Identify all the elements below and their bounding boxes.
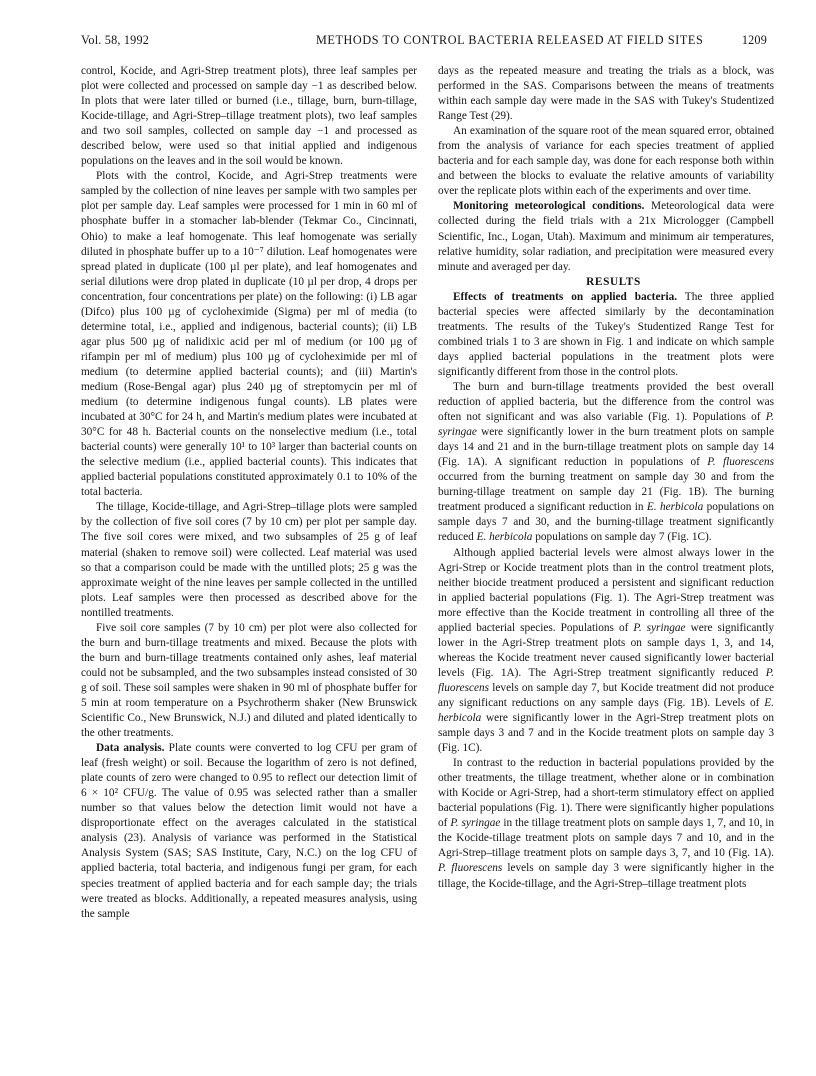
paragraph-continued: control, Kocide, and Agri-Strep treatment plots), three leaf samples per plot were collected and processed on sample day −1 as described below. In plots that were later tilled or burned (i.e., tillage, burn, burn-tillage, Kocide-tillage, and Agri-Strep–tillage treatment plots), two leaf samples and two soil samples, collected on sample day −1 and processed as described below, were used so that initial applied and indigenous populations on the leaves and in the soil would be known.: [81, 65, 417, 168]
running-title: METHODS TO CONTROL BACTERIA RELEASED AT FIELD SITES: [316, 33, 704, 47]
left-column: [81, 64, 417, 922]
species-name: E. herbicola: [438, 696, 774, 725]
paragraph-biocide: [438, 546, 774, 757]
text-run: Although applied bacterial levels were almost always lower in the Agri-Strep or Kocide treatment plots than in the control treatment plots, neither biocide treatment produced a persistent and significant reduction in applied bacterial populations (Fig. 1). The Agri-Strep treatment was more effective than the Kocide treatment in controlling all three of the applied bacterial species. Populations of: [438, 546, 774, 634]
paragraph-data-analysis: [81, 741, 417, 922]
paragraph-leaf-sampling: Plots with the control, Kocide, and Agri-Strep treatments were sampled by the collection of nine leaves per sample with two samples per plot per sample day. Leaf samples were processed for 1 min in 60 ml of phosphate buffer in a stomacher lab-blender (Tekmar Co., Cincinnati, Ohio) to make a leaf homogenate. This leaf homogenate was serially diluted in phosphate buffer up to a 10⁻⁷ dilution. Leaf homogenates were spread plated in duplicate (100 µl per plate), and leaf homogenates and serial dilutions were drop plated in duplicate (10 µl per drop, 4 drops per concentration, four concentrations per plate) on the following: (i) LB agar (Difco) plus 100 µg of cycloheximide (Sigma) per ml of media (to determine total, i.e., applied and indigenous, bacterial counts); (ii) LB agar plus 500 µg of nalidixic acid per ml of medium (or 100 µg of rifampin per ml of medium) plus 100 µg of cycloheximide per ml of medium (to determine applied bacterial counts); and (iii) Martin's medium (Rose-Bengal agar) plus 240 µg of streptomycin per ml of medium (to determine indigenous fungal counts). LB plates were incubated at 30°C for 24 h, and Martin's medium plates were incubated at 30°C for 48 h. Bacterial counts on the nonselective medium (i.e., total bacterial counts) were generally 10¹ to 10³ larger than bacterial counts on the selective medium (i.e., applied bacterial counts). This indicates that applied bacterial populations constituted approximately 0.1 to 10% of the total bacteria.: [81, 170, 417, 499]
paragraph-variability: An examination of the square root of the mean squared error, obtained from the analysis of variance for each species treatment of applied bacteria and for each sample day, was done for each response both within and between the blocks to evaluate the relative amounts of variability over the replicate plots within each of the experiments and over time.: [438, 125, 774, 198]
paragraph-continued: days as the repeated measure and treating the trials as a block, was performed in the SAS. Comparisons between the means of treatments within each sample day were made in the SAS with Tukey's Studentized Range Test (29).: [438, 65, 774, 123]
text-run: The burn and burn-tillage treatments provided the best overall reduction of applied bacteria, but the difference from the control was often not significant and was also variable (Fig. 1). Populations of: [438, 380, 774, 424]
paragraph-text: Meteorological data were collected during the field trials with a 21x Micrologger (Campbell Scientific, Inc., Logan, Utah). Maximum and minimum air temperatures, relative humidity, solar radiation, and precipitation were measured every minute and averaged per day.: [438, 200, 774, 273]
paragraph-soil-cores: Five soil core samples (7 by 10 cm) per plot were also collected for the burn and burn-tillage treatments and mixed. Because the plots with the burn and burn-tillage treatments contained only ashes, leaf material could not be subsampled, and the two subsamples instead consisted of 30 g of soil. These soil samples were shaken in 90 ml of phosphate buffer for 5 min at room temperature on a Psychrotherm shaker (New Brunswick Scientific Co., New Brunswick, N.J.) and diluted and plated identically to the other treatments.: [81, 621, 417, 740]
species-name: P. fluorescens: [438, 862, 503, 875]
text-run: levels on sample day 7, but Kocide treatment did not produce any significant reductions on any sample days (Fig. 1B). Levels of: [438, 681, 774, 709]
paragraph-tillage-effect: [438, 756, 774, 891]
paragraph-burn: [438, 380, 774, 546]
species-name: P. fluorescens: [438, 666, 774, 694]
paragraph-text: The three applied bacterial species were affected similarly by the decontamination treatments. The results of the Tukey's Studentized Range Test for combined trials 1 to 3 are shown in Fig. 1 and indicate on which sample days applied bacterial populations in the treatment plots were significantly different from those in the control plots.: [438, 290, 774, 378]
text-run: In contrast to the reduction in bacterial populations provided by the other treatments, the tillage treatment, whether alone or in combination with Kocide or Agri-Strep, had a short-term stimulatory effect on applied bacterial populations (Fig. 1). There were significantly higher populations of: [438, 757, 774, 830]
run-in-heading-effects: Effects of treatments on applied bacteria.: [453, 290, 678, 303]
paragraph-text: Plate counts were converted to log CFU per gram of leaf (fresh weight) or soil. Because the logarithm of zero is not defined, plate counts of zero were changed to 0.95 to reflect our detection limit of 6 × 10² CFU/g. The value of 0.95 was selected rather than a smaller number so that values below the detection limit would not have a disproportionate effect on the averages calculated in the statistical analysis (23). Analysis of variance was performed in the Statistical Analysis System (SAS; SAS Institute, Cary, N.C.) on the log CFU of applied bacteria, total bacteria, and indigenous fungi per gram, for each species treatment of applied bacteria and for each sample day; the trials were treated as blocks. Additionally, a repeated measures analysis, using the sample: [81, 742, 417, 920]
run-in-heading-data-analysis: Data analysis.: [96, 742, 165, 755]
paragraph-tillage-sampling: The tillage, Kocide-tillage, and Agri-Strep–tillage plots were sampled by the collection of five soil cores (7 by 10 cm) per plot per sample day. The five soil cores were mixed, and two subsamples of 25 g of leaf material (shaken to remove soil) were collected. Leaf material was used so that a comparison could be made with the untilled plots; 25 g was the approximate weight of the nine leaves per sample collected in the untilled plots. Leaf samples were then processed as described above for the nontilled treatments.: [81, 501, 417, 619]
volume-label: Vol. 58, 1992: [81, 33, 150, 47]
right-column: [438, 64, 774, 892]
text-run: levels on sample day 3 were significantly higher in the tillage, the Kocide-tillage, and the Agri-Strep–tillage treatment plots: [438, 862, 774, 890]
text-run: in the tillage treatment plots on sample days 1, 7, and 10, in the Kocide-tillage treatment plots on sample days 7 and 10, and in the Agri-Strep–tillage treatment plots on sample days 3, 7, and 10 (Fig. 1A).: [438, 817, 774, 860]
section-heading-results: RESULTS: [586, 275, 641, 288]
page-number: 1209: [741, 33, 767, 47]
species-name: P. syringae: [633, 621, 686, 634]
text-run: were significantly lower in the Agri-Strep treatment plots on sample days 3 and 7 and in the Kocide treatment plots on sample day 3 (Fig. 1C).: [438, 712, 774, 755]
species-name: E. herbicola: [646, 501, 704, 514]
text-run: were significantly lower in the Agri-Strep treatment plots on sample days 1, 3, and 14, whereas the Kocide treatment never caused significantly lower bacterial levels (Fig. 1A). The Agri-Strep treatment significantly reduced: [438, 621, 774, 679]
paragraph-effects: [438, 290, 774, 380]
species-name: E. herbicola: [476, 531, 533, 544]
running-header: [81, 29, 767, 51]
text-run: populations on sample days 7 and 30, and the burning-tillage treatment significantly reduced: [438, 501, 774, 544]
text-run: populations on sample day 7 (Fig. 1C).: [532, 531, 712, 544]
species-name: P. fluorescens: [707, 456, 774, 469]
paragraph-meteorological: [438, 199, 774, 274]
text-run: were significantly lower in the burn treatment plots on sample days 14 and 21 and in the burn-tillage treatment plots on sample day 14 (Fig. 1A). A significant reduction in populations of: [438, 426, 774, 469]
run-in-heading-meteorological: Monitoring meteorological conditions.: [453, 200, 645, 213]
species-name: P. syringae: [438, 411, 774, 439]
species-name: P. syringae: [450, 817, 501, 830]
text-run: occurred from the burning treatment on sample day 30 and from the burning-tillage treatment on sample day 21 (Fig. 1B). The burning treatment produced a significant reduction in: [438, 471, 774, 514]
